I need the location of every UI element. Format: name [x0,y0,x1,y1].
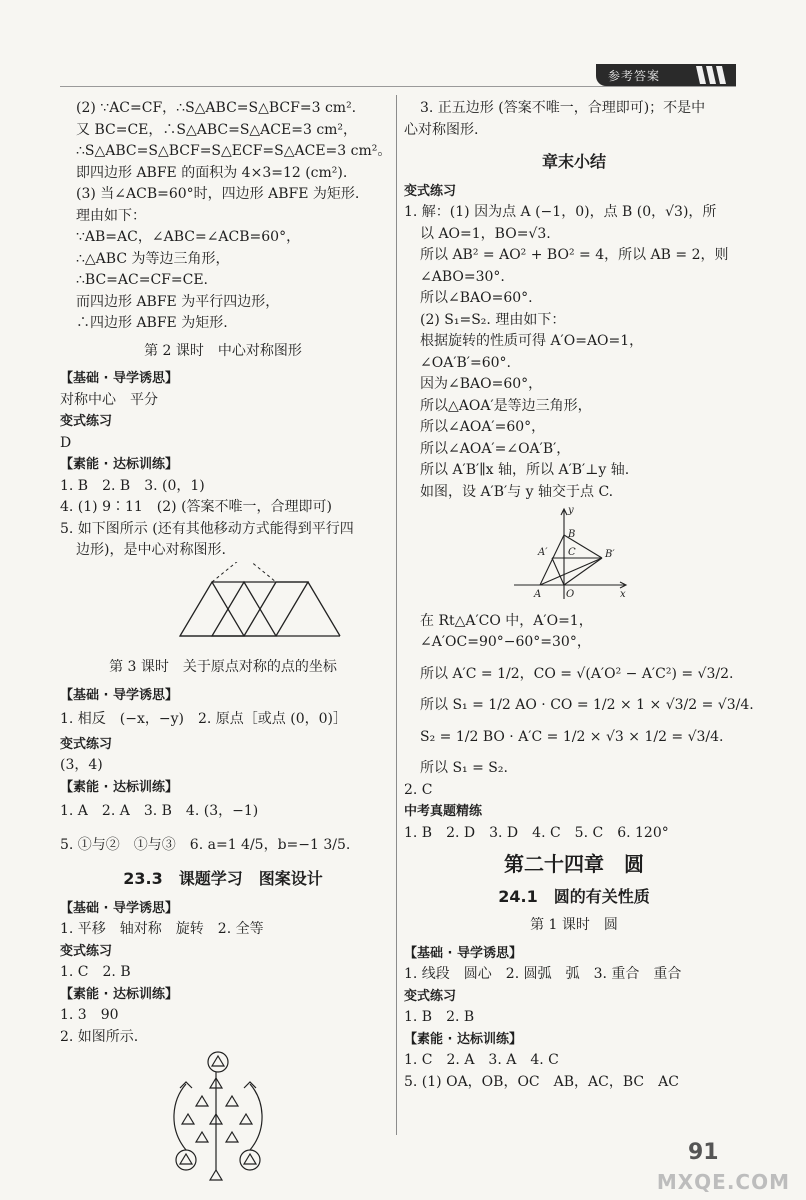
sec233-variant-heading: 变式练习 [60,943,113,959]
summary-l1: 1. 解：(1) 因为点 A (−1，0)，点 B (0，√3)，所 [404,204,717,220]
sec233-basic-heading: 【基础 · 导学诱思】 [60,900,178,916]
chapter24-q5: 5. (1) OA，OB，OC AB，AC，BC AC [404,1073,679,1090]
summary-l19: S₂ = 1/2 BO · A′C = 1/2 × √3 × 1/2 = √3/4. [420,728,724,745]
summary-l5: 所以∠BAO=60°. [420,290,533,306]
chapter24-basic-answer: 1. 线段 圆心 2. 圆弧 弧 3. 重合 重合 [404,966,682,982]
left-line: ∵AB=AC，∠ABC=∠ACB=60°， [76,229,301,245]
coordinate-figure [404,503,744,603]
chapter24-training-heading: 【素能 · 达标训练】 [404,1031,522,1047]
lesson2-variant-answer: D [60,434,72,451]
left-line: 又 BC=CE，∴S△ABC=S△ACE=3 cm²， [76,121,358,138]
summary-l12: 所以∠AOA′=∠OA′B′， [420,440,571,457]
right-top-line: 3. 正五边形 (答案不唯一，合理即可)；不是中 [420,100,706,116]
lesson3-q1: 1. A 2. A 3. B 4. (3，−1) [60,803,259,819]
sec233-variant-answer: 1. C 2. B [60,964,131,980]
summary-title: 章末小结 [541,152,606,171]
summary-l2: 以 AO=1，BO=√3. [420,225,551,242]
chapter24-title: 第二十四章 圆 [504,852,644,876]
page-number: 91 [688,1140,719,1165]
triangles-figure [60,562,386,644]
chapter24-basic-heading: 【基础 · 导学诱思】 [404,945,522,961]
summary-l14: 如图，设 A′B′与 y 轴交于点 C. [420,483,614,500]
summary-variant-heading: 变式练习 [404,183,457,199]
summary-l4: ∠ABO=30°. [420,268,505,285]
header-rule [60,86,736,87]
header-tab [596,64,736,86]
lesson3-q5: 5. ①与② ①与③ 6. a=1 4/5，b=−1 3/5. [60,836,351,853]
summary-l13: 所以 A′B′∥x 轴，所以 A′B′⊥y 轴. [420,462,630,478]
summary-l15: 在 Rt△A′CO 中，A′O=1， [420,612,593,629]
column-divider [396,95,397,1135]
sec233-title: 23.3 课题学习 图案设计 [123,869,323,888]
fig-label-y: y [568,505,574,516]
right-top-line: 心对称图形. [404,121,479,138]
left-line: (2) ∵AC=CF，∴S△ABC=S△BCF=3 cm². [76,100,357,116]
chapter24-section-title: 24.1 圆的有关性质 [498,886,650,906]
left-line: ∴S△ABC=S△BCF=S△ECF=S△ACE=3 cm²。 [76,143,392,159]
right-column [404,98,754,1093]
lesson2-training-heading: 【素能 · 达标训练】 [60,457,178,472]
header-stripes-icon [692,66,732,84]
left-line: ∴△ABC 为等边三角形， [76,250,230,267]
lesson2-q5a: 5. 如下图所示 (还有其他移动方式能得到平行四 [60,520,354,537]
summary-exam-heading: 中考真题精练 [404,804,483,819]
fig-label-O: O [566,589,575,600]
chapter24-variant-heading: 变式练习 [404,988,457,1004]
left-column [60,98,392,1192]
watermark-logo: MXQE.COM [656,1170,790,1194]
lesson2-basic-heading: 【基础 · 导学诱思】 [60,371,178,386]
left-line: ∴四边形 ABFE 为矩形. [76,315,228,331]
lesson3-title: 第 3 课时 关于原点对称的点的坐标 [109,659,337,675]
fig-label-Aprime: A′ [538,547,548,558]
summary-l10: 所以△AOA′是等边三角形， [420,397,592,414]
left-line: 即四边形 ABFE 的面积为 4×3=12 (cm²). [76,164,348,181]
summary-l18: 所以 S₁ = 1/2 AO · CO = 1/2 × 1 × √3/2 = √3/4. [420,697,754,713]
left-line: (3) 当∠ACB=60°时，四边形 ABFE 为矩形. [76,186,360,202]
lesson3-training-heading: 【素能 · 达标训练】 [60,779,178,795]
sec233-training-heading: 【素能 · 达标训练】 [60,986,178,1002]
summary-l7: 根据旋转的性质可得 A′O=AO=1， [420,333,644,349]
fig-label-B: B [568,529,576,540]
chapter24-q1: 1. C 2. A 3. A 4. C [404,1052,559,1068]
lesson2-variant-heading: 变式练习 [60,414,113,429]
sec233-q2: 2. 如图所示. [60,1028,139,1045]
lesson3-variant-answer: (3，4) [60,757,103,773]
header-label: 参考答案 [608,69,661,83]
lesson2-title: 第 2 课时 中心对称图形 [144,342,302,359]
fig-label-A: A [534,589,542,600]
lesson3-basic-heading: 【基础 · 导学诱思】 [60,687,178,703]
lesson2-q5b: 边形)，是中心对称图形. [76,542,226,558]
left-line: 理由如下： [76,207,146,224]
summary-l16: ∠A′OC=90°−60°=30°， [420,634,591,650]
summary-l22: 1. B 2. D 3. D 4. C 5. C 6. 120° [404,824,669,841]
fig-label-Bprime: B′ [605,549,615,560]
summary-l8: ∠OA′B′=60°. [420,354,511,371]
summary-l17: 所以 A′C = 1/2，CO = √(A′O² − A′C²) = √3/2. [420,665,734,682]
lesson2-q4: 4. (1) 9∶11 (2) (答案不唯一，合理即可) [60,499,333,515]
summary-l11: 所以∠AOA′=60°， [420,419,546,435]
right-top-lines [404,98,744,141]
lesson2-basic-answer: 对称中心 平分 [60,391,158,408]
left-line: ∴BC=AC=CF=CE. [76,272,208,288]
chapter24-variant-answer: 1. B 2. B [404,1009,475,1025]
fig-label-x: x [620,589,626,600]
summary-l6: (2) S₁=S₂. 理由如下： [420,311,566,328]
lesson3-basic-answer: 1. 相反 (−x，−y) 2. 原点［或点 (0，0)］ [60,711,347,727]
chapter24-lesson-title: 第 1 课时 圆 [530,917,618,933]
left-proof-lines [60,98,392,335]
summary-l3: 所以 AB² = AO² + BO² = 4，所以 AB = 2，则 [420,247,729,263]
sec233-basic-answer: 1. 平移 轴对称 旋转 2. 全等 [60,921,264,937]
summary-l20: 所以 S₁ = S₂. [420,760,508,776]
sec233-q1: 1. 3 90 [60,1007,119,1023]
lesson3-variant-heading: 变式练习 [60,736,113,752]
fig-label-C: C [568,547,576,558]
lesson2-q1: 1. B 2. B 3. (0，1) [60,477,205,494]
left-line: 而四边形 ABFE 为平行四边形， [76,293,280,310]
summary-l9: 因为∠BAO=60°， [420,376,543,392]
pattern-design-figure [60,1048,386,1184]
summary-l21: 2. C [404,781,433,798]
